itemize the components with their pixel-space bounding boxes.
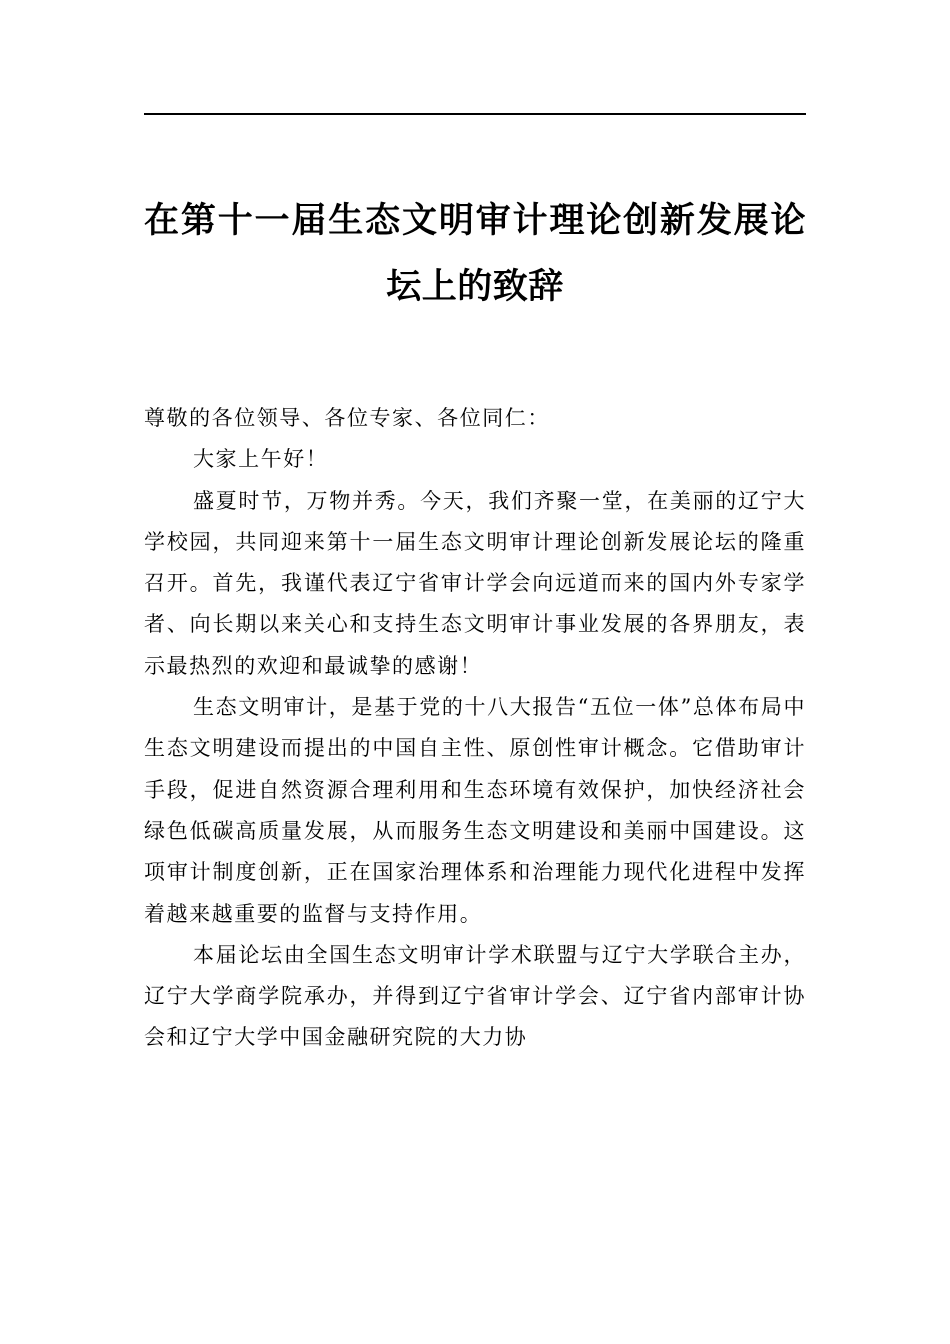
- header-rule: [144, 113, 806, 115]
- paragraph-greeting: 大家上午好！: [193, 447, 329, 472]
- paragraph-welcome: 盛夏时节，万物并秀。今天，我们齐聚一堂，在美丽的辽宁大学校园，共同迎来第十一届生态文明审计理论创新发展论坛的隆重召开。首先，我谨代表辽宁省审计学会向远道而来的国内外专家学者、向长期以来关心和支持生态文明审计事业发展的各界朋友，表示最热烈的欢迎和最诚挚的感谢！: [144, 488, 806, 678]
- document-body: [144, 398, 806, 1059]
- paragraph-ecological-audit: 生态文明审计，是基于党的十八大报告“五位一体”总体布局中生态文明建设而提出的中国自主性、原创性审计概念。它借助审计手段，促进自然资源合理利用和生态环境有效保护，加快经济社会绿色低碳高质量发展，从而服务生态文明建设和美丽中国建设。这项审计制度创新，正在国家治理体系和治理能力现代化进程中发挥着越来越重要的监督与支持作用。: [144, 695, 806, 926]
- paragraph-forum-organizers: 本届论坛由全国生态文明审计学术联盟与辽宁大学联合主办，辽宁大学商学院承办，并得到辽宁省审计学会、辽宁省内部审计协会和辽宁大学中国金融研究院的大力协: [144, 942, 806, 1050]
- salutation: 尊敬的各位领导、各位专家、各位同仁：: [144, 406, 550, 430]
- page-title: 在第十一届生态文明审计理论创新发展论坛上的致辞: [144, 200, 806, 307]
